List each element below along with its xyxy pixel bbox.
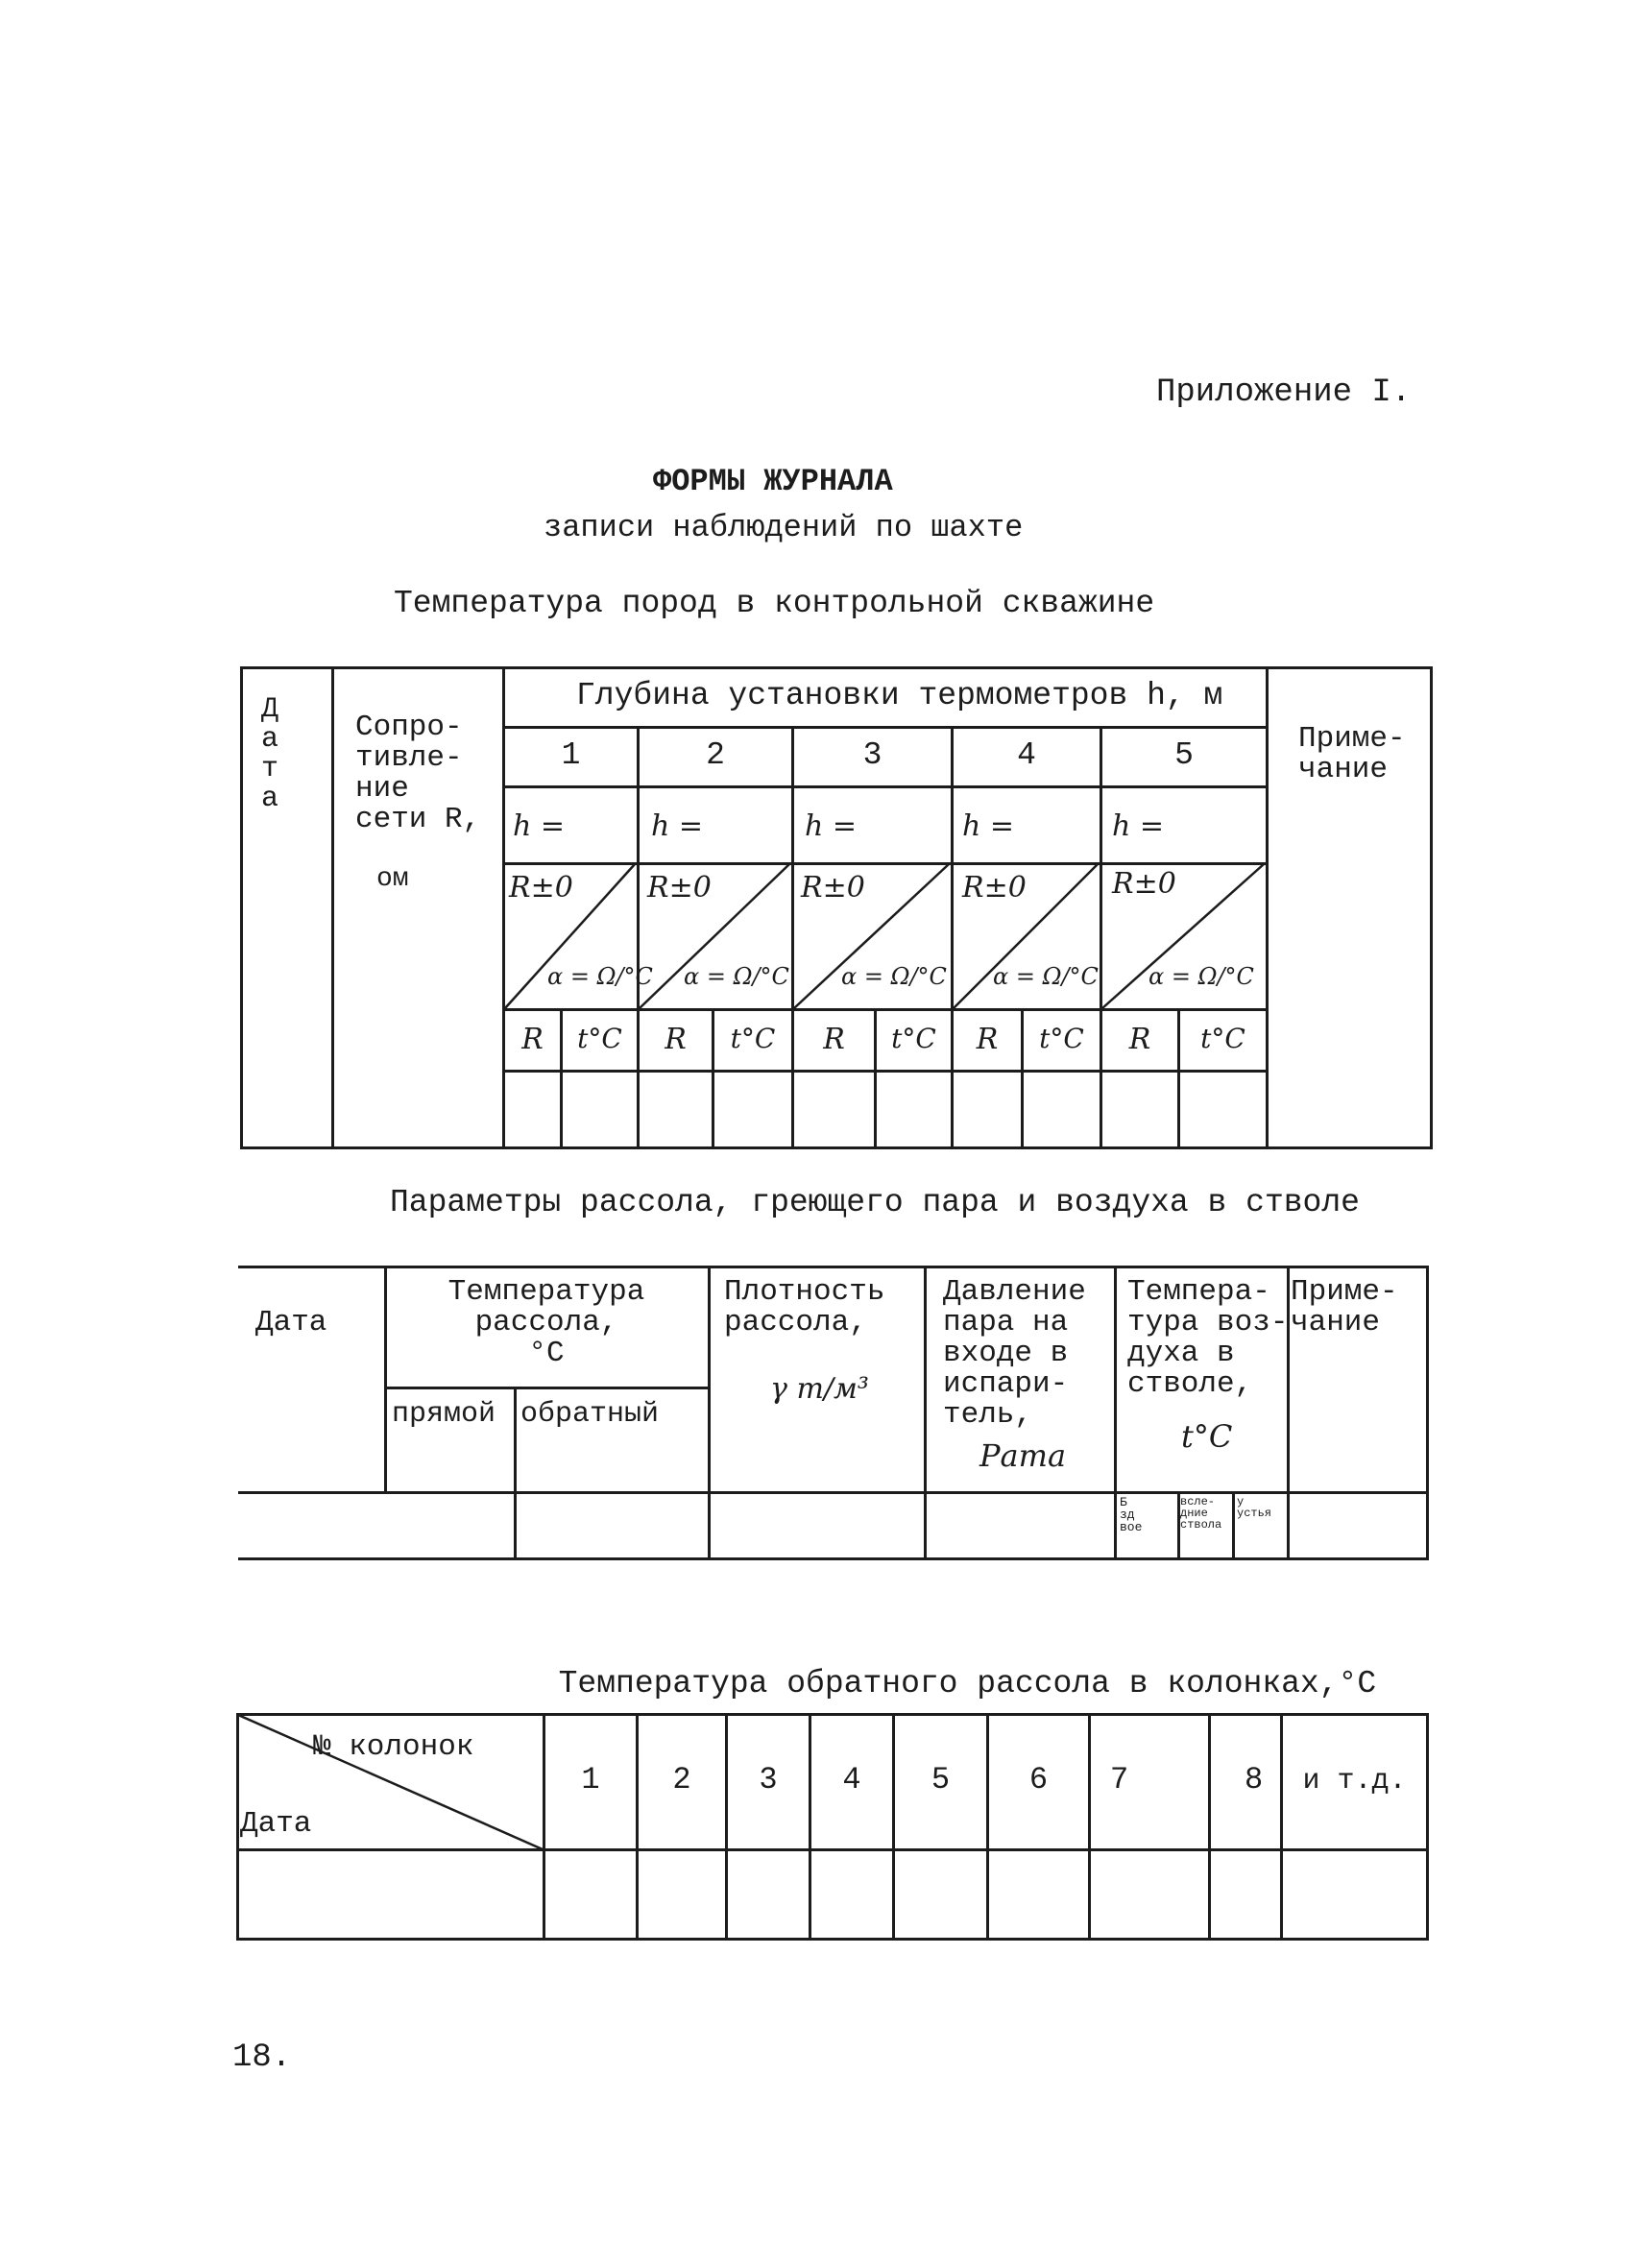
t-column: t°C [1039,1023,1084,1054]
r0-value: R±0 [962,871,1027,905]
r-column: R [665,1023,687,1056]
column-header: 3 [759,1762,778,1798]
page-number: 18. [232,2039,292,2076]
air-temperature-header: Темпера- тура воз- духа в стволе, [1127,1275,1289,1401]
r0-value: R±0 [801,871,865,905]
column-header: 7 [1110,1762,1129,1798]
column-number-label: № колонок [313,1730,474,1764]
table2-caption: Параметры рассола, греющего пара и воздуха в стволе [390,1185,1360,1220]
mouth-column: у устья [1237,1495,1272,1520]
r0-value: R±0 [1112,867,1176,901]
brine-temperature-header: Температура рассола, °C [447,1275,645,1370]
depth-value: h = [962,809,1014,843]
alpha-value: α = Ω/°C [1148,963,1254,990]
thermometer-number: 4 [1017,737,1036,773]
t-column: t°C [891,1023,936,1054]
column-header: 6 [1028,1762,1049,1798]
depth-header: Глубина установки термометров h, м [576,678,1223,713]
resistance-unit: ом [376,864,409,894]
thermometer-number: 1 [561,737,581,773]
thermometer-number: 3 [862,737,882,773]
column-header: и т.д. [1302,1765,1407,1798]
depth-value: h = [651,809,703,843]
page-title: ФОРМЫ ЖУРНАЛА [653,464,893,499]
r0-value: R±0 [647,871,712,905]
pressure-column-header: Давление пара на входе в испари- тель, [943,1275,1086,1432]
column-header: 4 [842,1762,861,1798]
column-header: 5 [931,1762,951,1798]
note-column-header: Приме- чание [1291,1275,1398,1339]
depth-value: h = [513,809,565,843]
page-subtitle: записи наблюдений по шахте [544,510,1024,545]
alpha-value: α = Ω/°C [547,963,653,990]
depth-value: h = [1112,809,1164,843]
t-column: t°C [730,1023,776,1054]
r0-value: R±0 [509,871,573,905]
density-column-header: Плотность рассола, [724,1275,885,1339]
date-column-header: Дата [255,1306,327,1339]
column-header: 8 [1245,1762,1264,1798]
r-column: R [823,1023,845,1056]
middle-column: всле- дние ствола [1180,1495,1222,1532]
date-column-header: Д а т а [261,693,279,815]
table3-caption-unit: °C [1338,1666,1377,1701]
column-header: 1 [581,1762,600,1798]
resistance-column-header: Сопро- тивле- ние сети R, [355,711,481,836]
direct-column: прямой [392,1398,496,1431]
bottom-column: Б зд вое [1120,1495,1143,1534]
r-column: R [1128,1023,1151,1056]
r-column: R [976,1023,999,1056]
alpha-value: α = Ω/°C [993,963,1099,990]
column-header: 2 [672,1762,691,1798]
depth-value: h = [805,809,857,843]
t-column: t°C [1200,1023,1245,1054]
t-column: t°C [577,1023,622,1054]
date-label: Дата [240,1807,312,1841]
reverse-column: обратный [520,1398,660,1431]
appendix-label: Приложение I. [1156,374,1412,411]
pressure-unit: Рата [979,1437,1067,1474]
table3-caption-text: Температура обратного рассола в колонках, [558,1666,1339,1701]
r-column: R [521,1023,544,1056]
thermometer-number: 2 [706,737,725,773]
alpha-value: α = Ω/°C [684,963,789,990]
density-unit: γ т/м³ [770,1372,869,1406]
table1-caption: Температура пород в контрольной скважине [394,586,1155,621]
air-temperature-unit: t°C [1181,1418,1233,1455]
alpha-value: α = Ω/°C [841,963,947,990]
note-column-header: Приме- чание [1298,722,1406,786]
thermometer-number: 5 [1174,737,1194,773]
